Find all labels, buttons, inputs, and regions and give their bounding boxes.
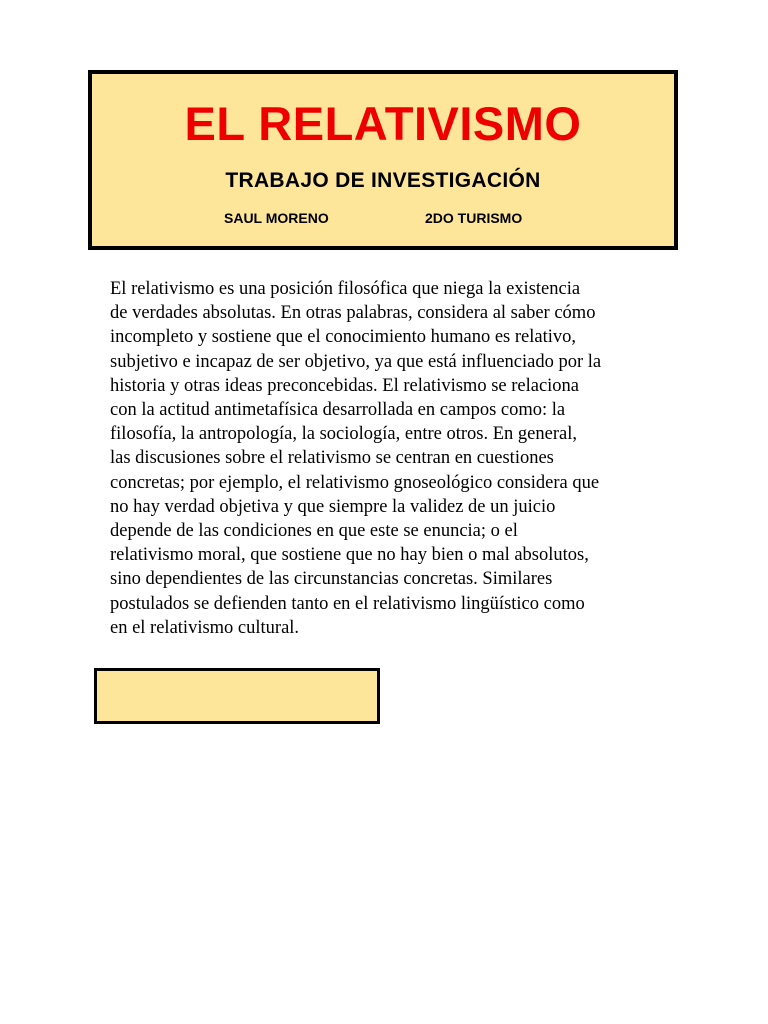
page-subtitle: TRABAJO DE INVESTIGACIÓN — [225, 169, 541, 192]
paragraph-line: El relativismo es una posición filosófica que niega la existencia — [110, 279, 581, 299]
paragraph-line: sino dependientes de las circunstancias concretas. Similares — [110, 569, 553, 590]
page-title: EL RELATIVISMO — [184, 97, 582, 150]
body-paragraph — [110, 277, 670, 640]
paragraph-line: filosofía, la antropología, la sociología, entre otros. En general, — [110, 424, 577, 445]
paragraph-line: postulados se defienden tanto en el relativismo lingüístico como — [110, 593, 585, 614]
paragraph-line: en el relativismo cultural. — [110, 617, 300, 638]
title-box — [88, 70, 678, 250]
paragraph-line: historia y otras ideas preconcebidas. El relativismo se relaciona — [110, 375, 580, 396]
paragraph-line: depende de las condiciones en que este se enuncia; o el — [110, 521, 518, 542]
paragraph-line: no hay verdad objetiva y que siempre la validez de un juicio — [110, 496, 556, 517]
paragraph-line: incompleto y sostiene que el conocimiento humano es relativo, — [110, 327, 576, 348]
paragraph-line: las discusiones sobre el relativismo se centran en cuestiones — [110, 448, 554, 469]
course-name: 2DO TURISMO — [425, 210, 523, 226]
paragraph-line: subjetivo e incapaz de ser objetivo, ya que está influenciado por la — [110, 351, 602, 372]
author-name: SAUL MORENO — [224, 210, 329, 226]
paragraph-line: con la actitud antimetafísica desarrollada en campos como: la — [110, 400, 566, 421]
paragraph-line: de verdades absolutas. En otras palabras, considera al saber cómo — [110, 303, 596, 324]
paragraph-line: relativismo moral, que sostiene que no hay bien o mal absolutos, — [110, 545, 589, 566]
paragraph-line: concretas; por ejemplo, el relativismo gnoseológico considera que — [110, 472, 600, 493]
empty-yellow-box — [94, 668, 380, 724]
